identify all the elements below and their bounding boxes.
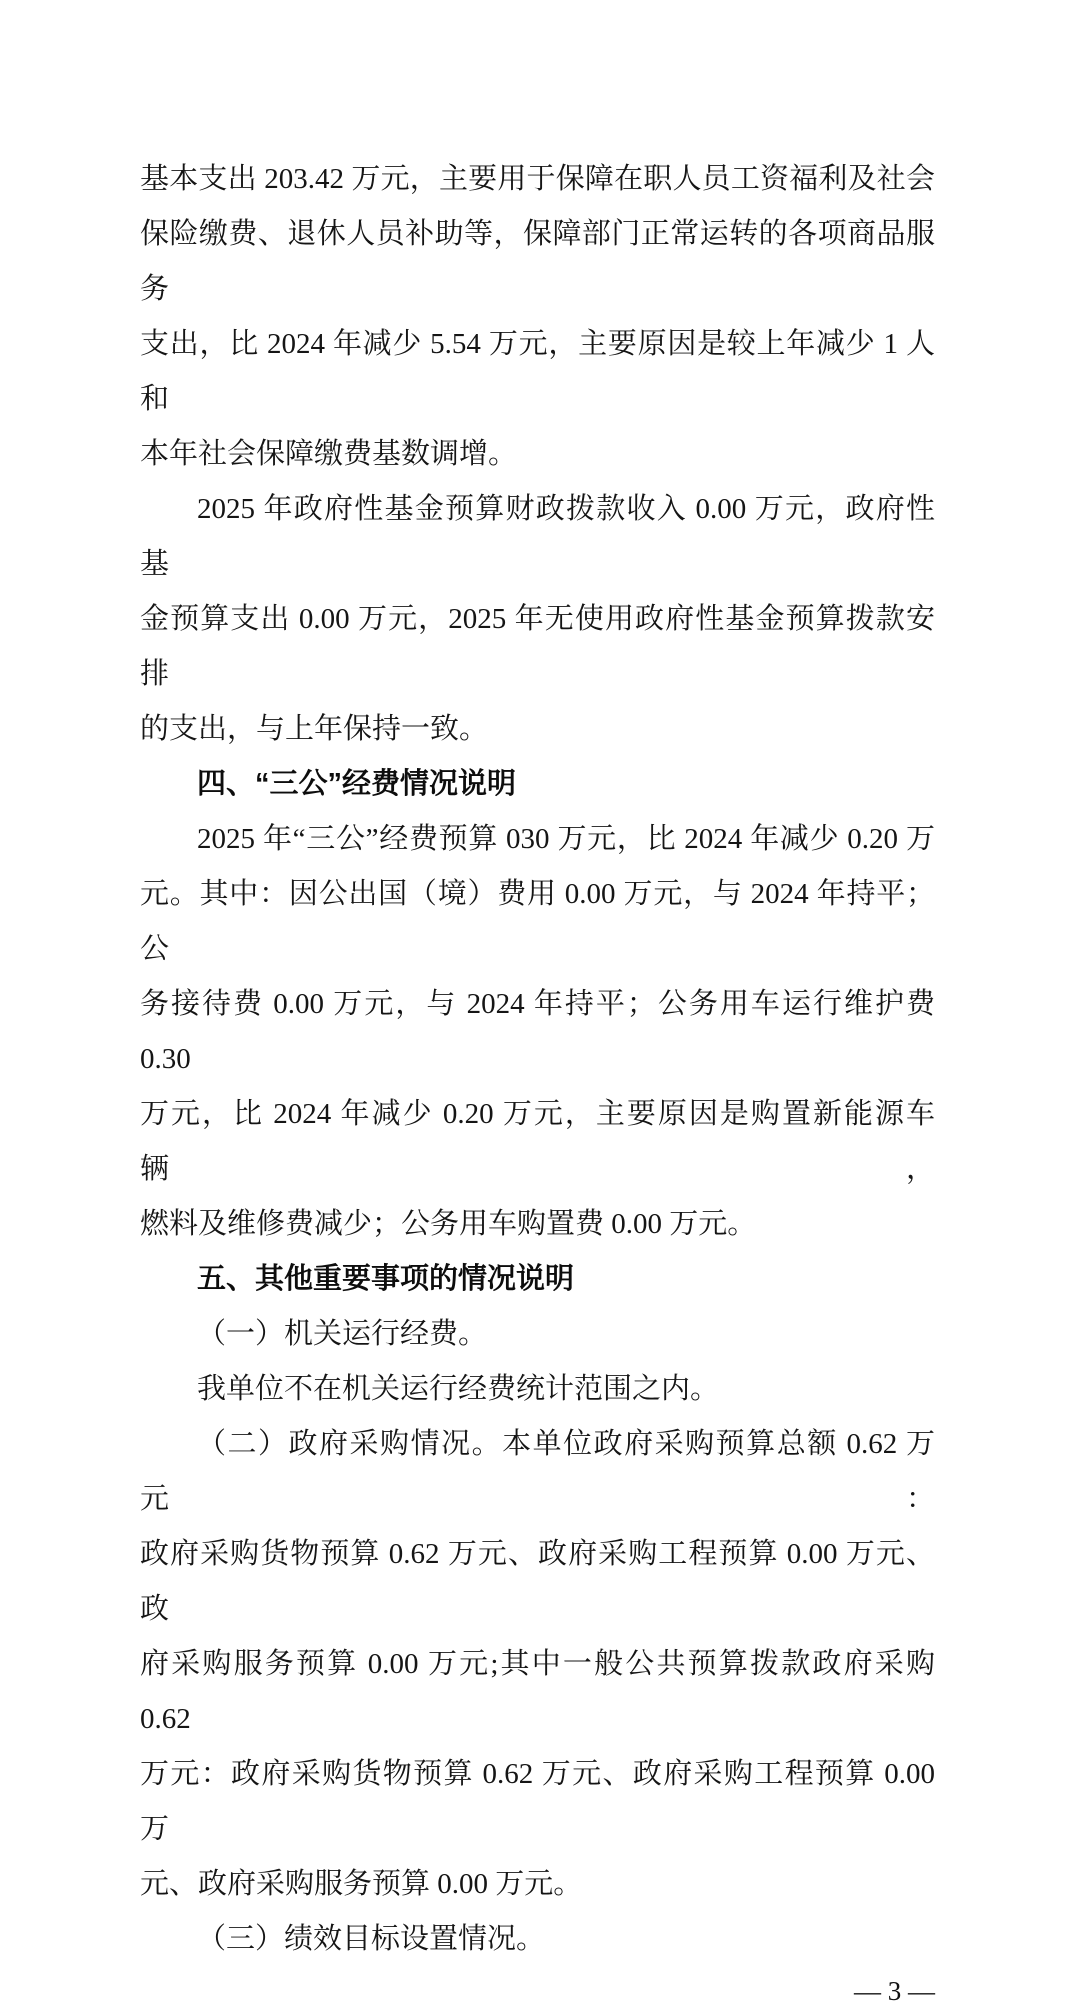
text-line: 的支出，与上年保持一致。 <box>140 713 489 745</box>
text-line: 2025 年“三公”经费预算 030 万元，比 2024 年减少 0.20 万 <box>197 823 935 855</box>
paragraph <box>140 1912 935 1967</box>
text-line: （三）绩效目标设置情况。 <box>197 1923 546 1955</box>
text-line: 万元，比 2024 年减少 0.20 万元，主要原因是购置新能源车辆， <box>140 1098 935 1185</box>
text-line: 燃料及维修费减少；公务用车购置费 0.00 万元。 <box>140 1208 757 1240</box>
page-number: — 3 — <box>854 1976 935 2006</box>
text-line: 基本支出 203.42 万元，主要用于保障在职人员工资福利及社会 <box>140 163 935 195</box>
text-line: 金预算支出 0.00 万元，2025 年无使用政府性基金预算拨款安排 <box>140 603 935 690</box>
text-line: 2025 年政府性基金预算财政拨款收入 0.00 万元，政府性基 <box>140 493 935 580</box>
text-line: （一）机关运行经费。 <box>197 1318 488 1350</box>
paragraph <box>140 1417 935 1912</box>
text-line: 万元：政府采购货物预算 0.62 万元、政府采购工程预算 0.00 万 <box>140 1758 935 1845</box>
text-line: 务接待费 0.00 万元，与 2024 年持平；公务用车运行维护费 0.30 <box>140 988 935 1075</box>
text-line: 元。其中：因公出国（境）费用 0.00 万元，与 2024 年持平；公 <box>140 878 935 965</box>
paragraph <box>140 1362 935 1417</box>
text-line: 政府采购货物预算 0.62 万元、政府采购工程预算 0.00 万元、政 <box>140 1538 935 1625</box>
paragraph <box>140 812 935 1252</box>
section-heading: 四、“三公”经费情况说明 <box>197 768 517 800</box>
text-line: 元、政府采购服务预算 0.00 万元。 <box>140 1868 583 1900</box>
text-line: 我单位不在机关运行经费统计范围之内。 <box>197 1373 720 1405</box>
text-line: 支出，比 2024 年减少 5.54 万元，主要原因是较上年减少 1 人和 <box>140 328 935 415</box>
document-content <box>140 152 935 1967</box>
paragraph <box>140 1307 935 1362</box>
paragraph <box>140 482 935 757</box>
text-line: 本年社会保障缴费基数调增。 <box>140 438 518 470</box>
text-line: （二）政府采购情况。本单位政府采购预算总额 0.62 万元： <box>140 1428 935 1515</box>
paragraph <box>140 152 935 482</box>
page-footer <box>140 1969 935 2013</box>
text-line: 府采购服务预算 0.00 万元;其中一般公共预算拨款政府采购 0.62 <box>140 1648 935 1735</box>
section-heading: 五、其他重要事项的情况说明 <box>197 1263 575 1295</box>
text-line: 保险缴费、退休人员补助等，保障部门正常运转的各项商品服务 <box>140 218 935 305</box>
